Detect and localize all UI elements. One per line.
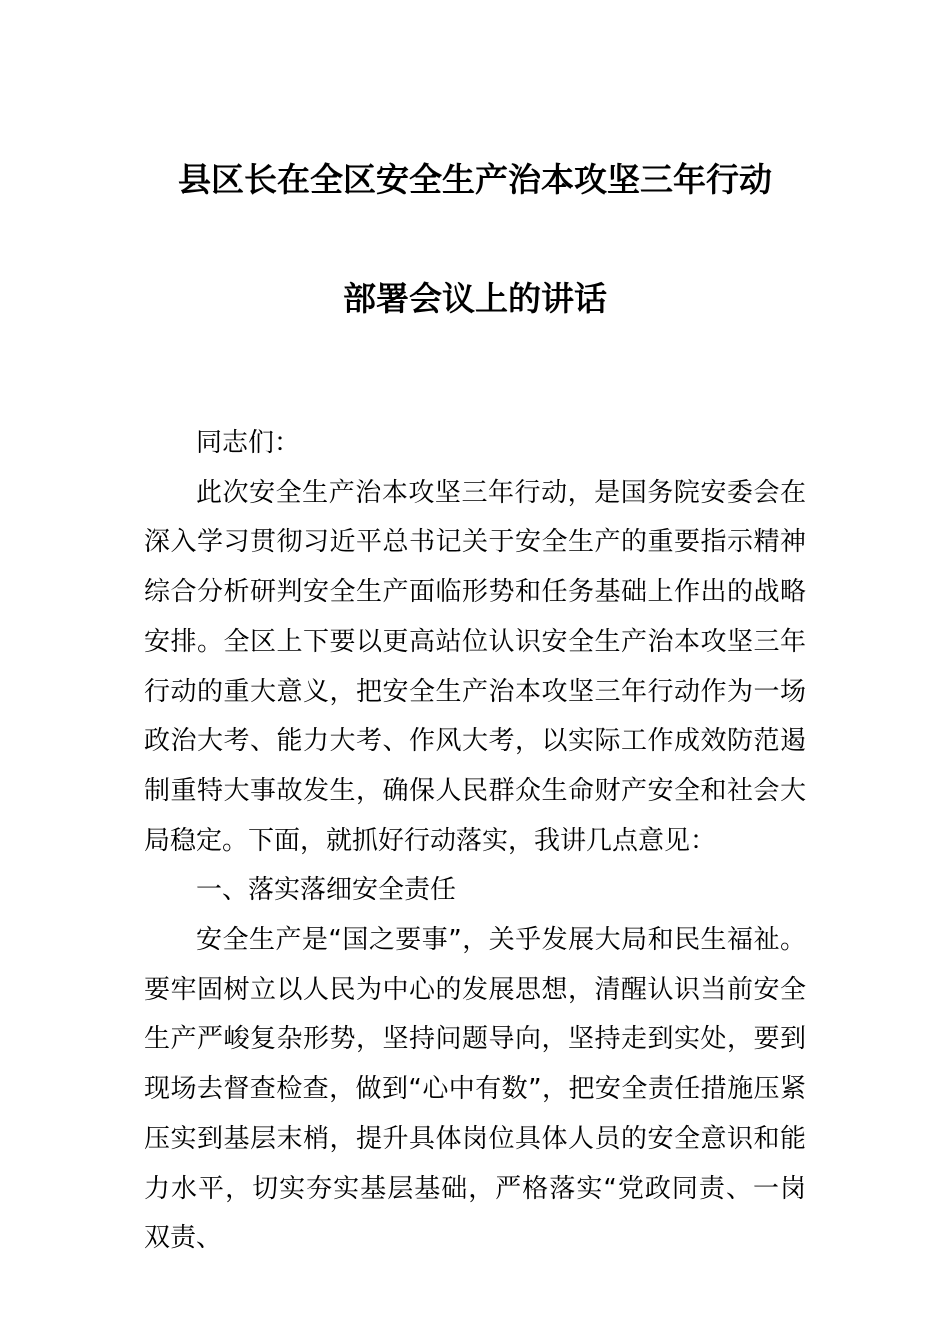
document-title-line-1: 县区长在全区安全生产治本攻坚三年行动 xyxy=(178,160,772,199)
section-heading-1: 一、落实落细安全责任 xyxy=(196,875,457,906)
document-title-line-2: 部署会议上的讲话 xyxy=(343,279,607,318)
paragraph-section-1: 安全生产是“国之要事”，关乎发展大局和民生福祉。要牢固树立以人民为中心的发展思想，清醒认识当前安全生产严峻复杂形势，坚持问题导向，坚持走到实处，要到现场去督查检查，做到“心中有数”，把安全责任措施压紧压实到基层末梢，提升具体岗位具体人员的安全意识和能力水平，切实夯实基层基础，严格落实“党政同责、一岗双责、 xyxy=(144,925,806,1254)
salutation: 同志们： xyxy=(196,428,301,458)
paragraph-intro: 此次安全生产治本攻坚三年行动，是国务院安委会在深入学习贯彻习近平总书记关于安全生产的重要指示精神综合分析研判安全生产面临形势和任务基础上作出的战略安排。全区上下要以更高站位认识安全生产治本攻坚三年行动的重大意义，把安全生产治本攻坚三年行动作为一场政治大考、能力大考、作风大考，以实际工作成效防范遏制重特大事故发生，确保人民群众生命财产安全和社会大局稳定。下面，就抓好行动落实，我讲几点意见： xyxy=(144,477,806,856)
document-body xyxy=(144,419,806,1264)
